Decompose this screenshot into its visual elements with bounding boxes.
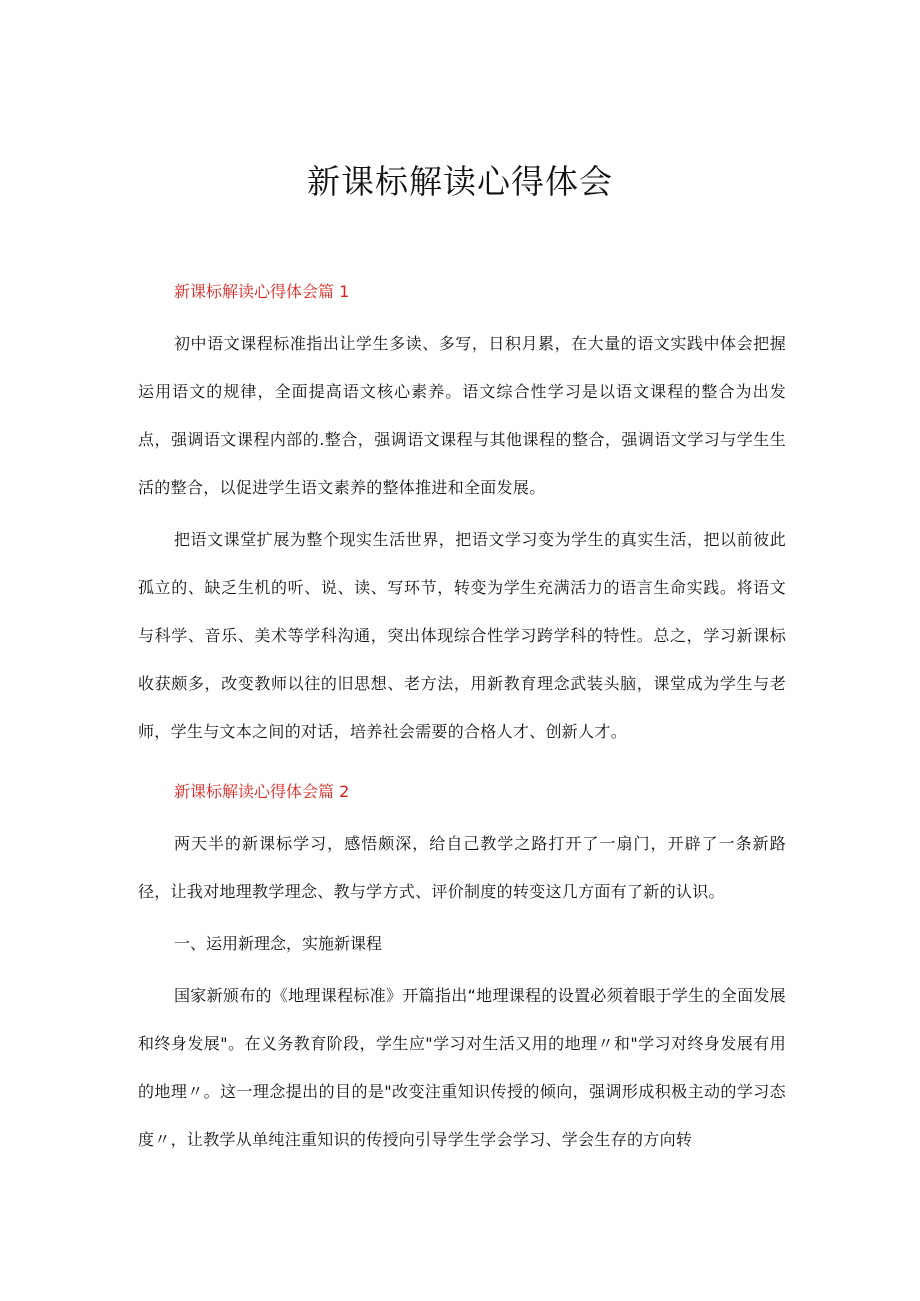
sub-heading: 一、运用新理念，实施新课程 [174, 934, 383, 953]
paragraph: 初中语文课程标准指出让学生多读、多写，日积月累，在大量的语文实践中体会把握运用语文的规律，全面提高语文核心素养。语文综合性学习是以语文课程的整合为出发点，强调语文课程内部的.整合，强调语文课程与其他课程的整合，强调语文学习与学生生活的整合，以促进学生语文素养的整体推进和全面发展。 [138, 334, 786, 497]
document-body [138, 268, 786, 1164]
paragraph: 把语文课堂扩展为整个现实生活世界，把语文学习变为学生的真实生活，把以前彼此孤立的、缺乏生机的听、说、读、写环节，转变为学生充满活力的语言生命实践。将语文与科学、音乐、美术等学科沟通，突出体现综合性学习跨学科的特性。总之，学习新课标收获颇多，改变教师以往的旧思想、老方法，用新教育理念武装头脑，课堂成为学生与老师，学生与文本之间的对话，培养社会需要的合格人才、创新人才。 [138, 530, 786, 741]
paragraph: 国家新颁布的《地理课程标准》开篇指出“地理课程的设置必须着眼于学生的全面发展和终身发展"。在义务教育阶段，学生应"学习对生活又用的地理〃和"学习对终身发展有用的地理〃。这一理念提出的目的是"改变注重知识传授的倾向，强调形成积极主动的学习态度〃，让教学从单纯注重知识的传授向引导学生学会学习、学会生存的方向转 [138, 986, 786, 1149]
spacer [138, 756, 786, 768]
paragraph: 两天半的新课标学习，感悟颇深，给自己教学之路打开了一扇门，开辟了一条新路径，让我对地理教学理念、教与学方式、评价制度的转变这几方面有了新的认识。 [138, 834, 786, 901]
document-title: 新课标解读心得体会 [307, 162, 613, 201]
section-heading-1: 新课标解读心得体会篇 1 [174, 282, 350, 301]
section-heading-2: 新课标解读心得体会篇 2 [174, 782, 350, 801]
